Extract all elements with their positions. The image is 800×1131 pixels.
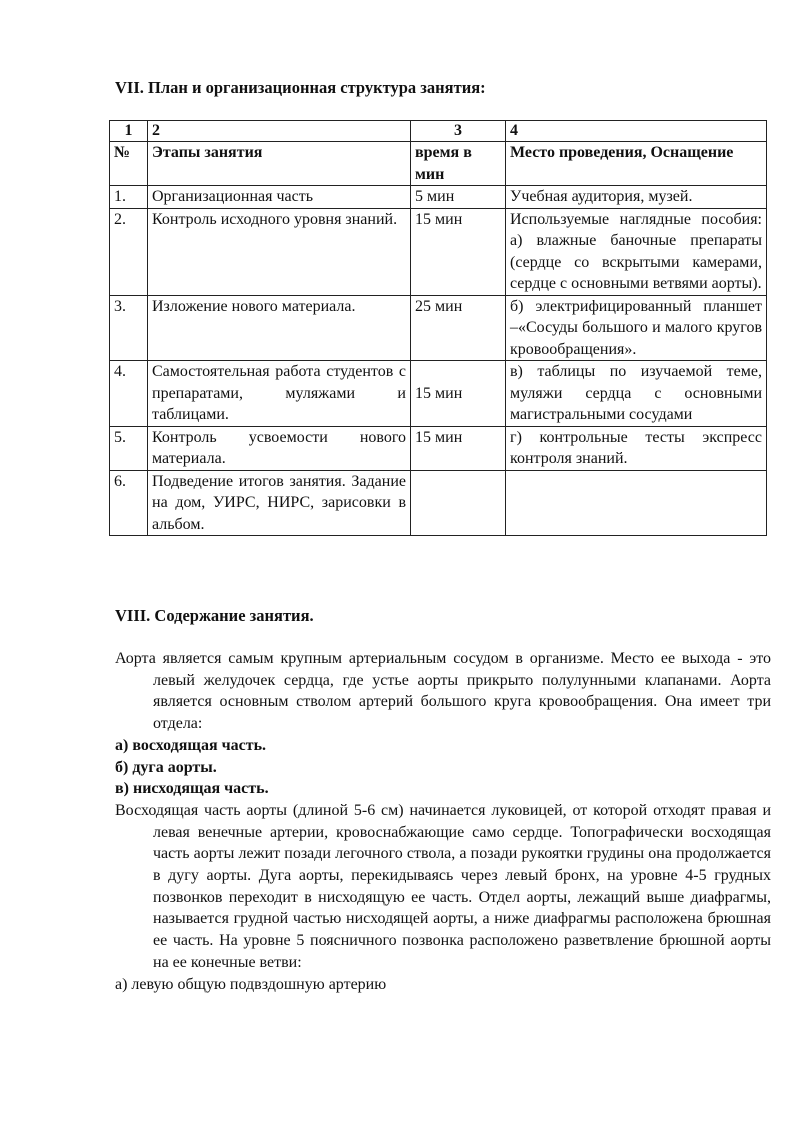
section-7-title: VII. План и организационная структура занятия: xyxy=(115,78,486,97)
column-number-3: 3 xyxy=(411,121,506,142)
table-row xyxy=(110,426,767,470)
aorta-part-arch: б) дуга аорты. xyxy=(115,758,217,776)
row-num: 6. xyxy=(110,470,148,536)
row-place xyxy=(506,470,767,536)
intro-paragraph: Аорта является самым крупным артериальным сосудом в организме. Место ее выхода - это левый желудочек сердца, где устье аорты прикрыто полулунными клапанами. Аорта является основным стволом артерий большого круга кровообращения. Она имеет три отдела: xyxy=(115,650,771,733)
table-row xyxy=(110,470,767,536)
row-place: в) таблицы по изучаемой теме, муляжи сердца с основными магистральными сосудами xyxy=(506,361,767,427)
row-place: б) электрифицированный планшет –«Сосуды большого и малого кругов кровообращения». xyxy=(506,295,767,361)
header-time: время в мин xyxy=(411,142,506,186)
header-stage: Этапы занятия xyxy=(148,142,411,186)
row-num: 5. xyxy=(110,426,148,470)
row-time: 25 мин xyxy=(411,295,506,361)
table-header-row xyxy=(110,142,767,186)
row-num: 2. xyxy=(110,208,148,295)
header-num: № xyxy=(110,142,148,186)
row-num: 1. xyxy=(110,186,148,209)
main-paragraph: Восходящая часть аорты (длиной 5-6 см) начинается луковицей, от которой отходят правая и левая венечные артерии, кровоснабжающие само сердце. Топографически восходящая часть аорты лежит позади легочного ствола, а позади рукоятки грудины она продолжается в дугу аорты. Дуга аорты, перекидываясь через левый бронх, на уровне 4-5 грудных позвонков переходит в нисходящую ее часть. Отдел аорты, лежащий выше диафрагмы, называется грудной частью нисходящей аорты, а ниже диафрагмы расположена брюшная ее часть. На уровне 5 поясничного позвонка расположено разветвление брюшной аорты на ее конечные ветви: xyxy=(115,801,771,971)
row-stage: Самостоятельная работа студентов с препаратами, муляжами и таблицами. xyxy=(148,361,411,427)
table-row xyxy=(110,361,767,427)
row-num: 4. xyxy=(110,361,148,427)
row-num: 3. xyxy=(110,295,148,361)
table-row xyxy=(110,208,767,295)
row-place: Учебная аудитория, музей. xyxy=(506,186,767,209)
row-time: 15 мин xyxy=(411,426,506,470)
column-number-4: 4 xyxy=(506,121,767,142)
row-time: 15 мин xyxy=(411,361,506,427)
row-time: 5 мин xyxy=(411,186,506,209)
row-stage: Контроль усвоемости нового материала. xyxy=(148,426,411,470)
table-row xyxy=(110,186,767,209)
row-time: 15 мин xyxy=(411,208,506,295)
row-stage: Организационная часть xyxy=(148,186,411,209)
lesson-content xyxy=(115,648,771,995)
row-time xyxy=(411,470,506,536)
row-place: Используемые наглядные пособия: а) влажные баночные препараты (сердце со вскрытыми камерами, сердце с основными ветвями аорты). xyxy=(506,208,767,295)
column-number-2: 2 xyxy=(148,121,411,142)
branch-item-a: а) левую общую подвздошную артерию xyxy=(115,975,387,993)
column-number-1: 1 xyxy=(110,121,148,142)
header-place: Место проведения, Оснащение xyxy=(506,142,767,186)
row-stage: Изложение нового материала. xyxy=(148,295,411,361)
row-stage: Подведение итогов занятия. Задание на дом, УИРС, НИРС, зарисовки в альбом. xyxy=(148,470,411,536)
table-row xyxy=(110,295,767,361)
lesson-plan-table xyxy=(109,120,767,536)
aorta-part-ascending: а) восходящая часть. xyxy=(115,736,267,754)
row-stage: Контроль исходного уровня знаний. xyxy=(148,208,411,295)
row-place: г) контрольные тесты экспресс контроля знаний. xyxy=(506,426,767,470)
section-8-title: VIII. Содержание занятия. xyxy=(115,606,314,625)
table-column-numbers xyxy=(110,121,767,142)
aorta-part-descending: в) нисходящая часть. xyxy=(115,780,269,798)
